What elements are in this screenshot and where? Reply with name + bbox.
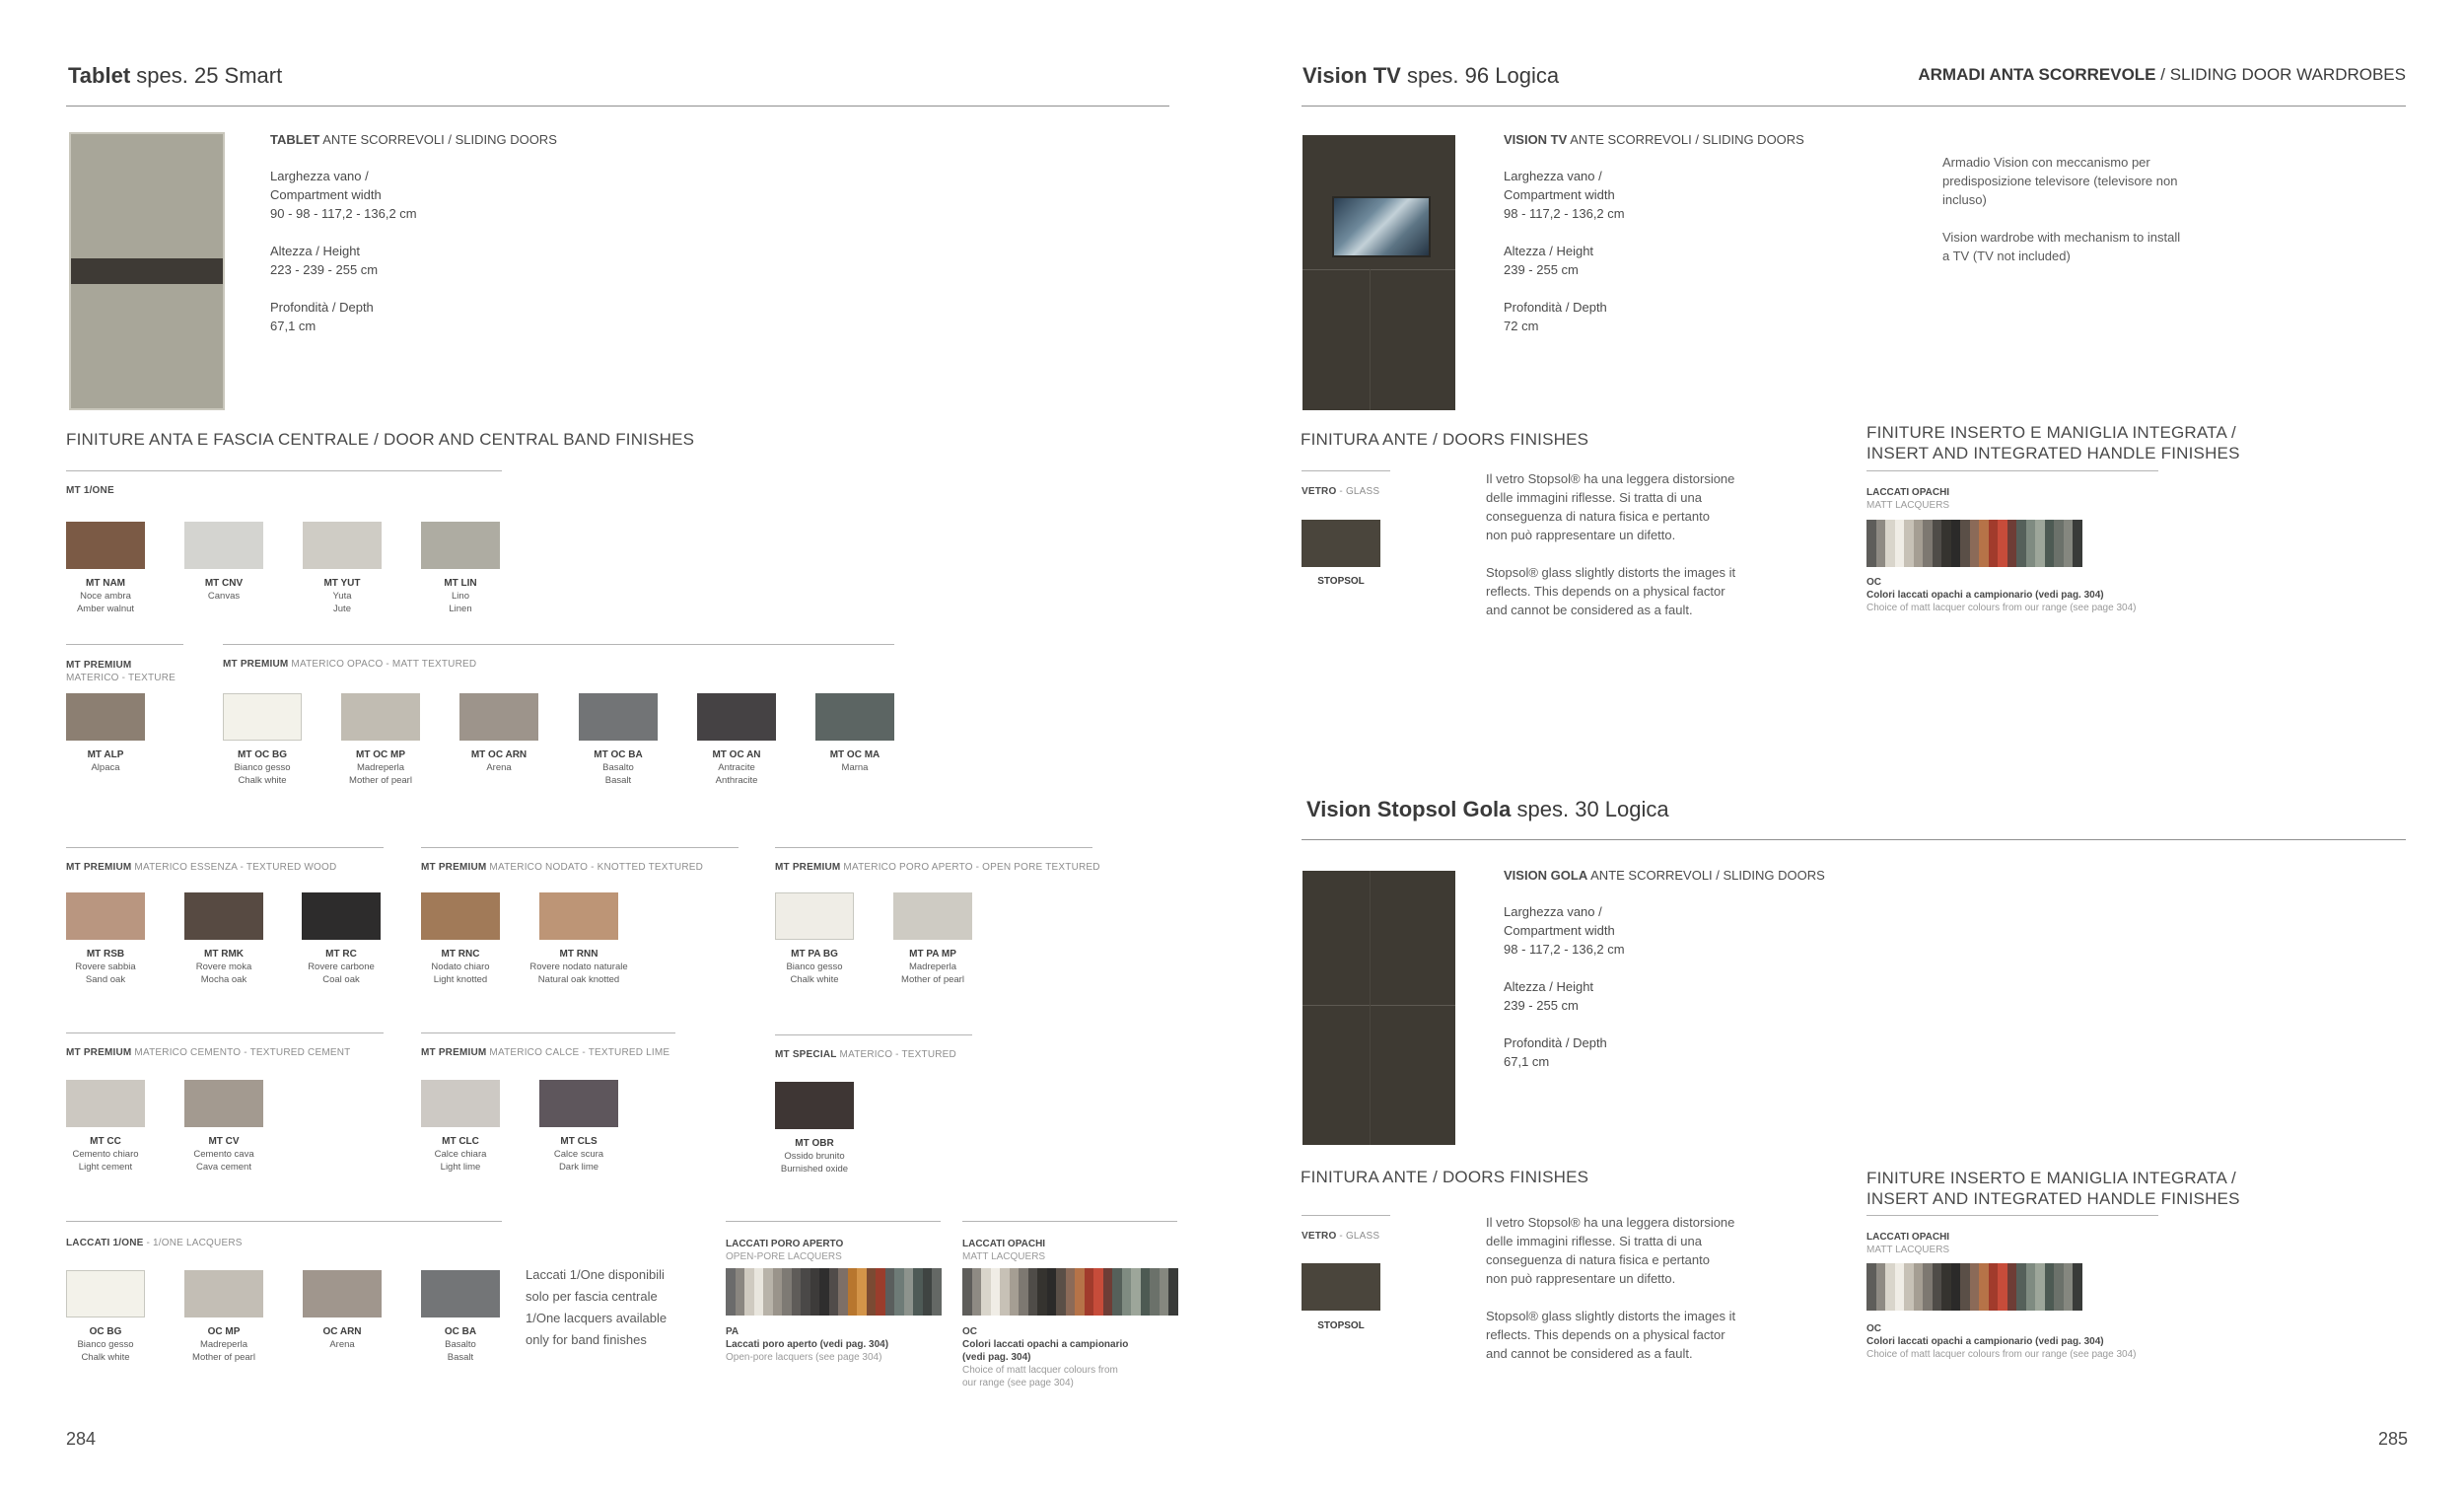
oc-desc-right-1: OC Colori laccati opachi a campionario (vedi pag. 304) Choice of matt lacquer colours from our range (see page 304) bbox=[1866, 577, 2137, 613]
oc-stripe bbox=[1876, 1263, 1886, 1311]
swatch-mt-cls bbox=[539, 1080, 618, 1127]
oc-stripe bbox=[2016, 1263, 2026, 1311]
swatch-mt-oc-ba bbox=[579, 693, 658, 741]
group-special: MT SPECIAL MATERICO - TEXTURED bbox=[775, 1049, 956, 1060]
pa-stripe bbox=[932, 1268, 942, 1316]
oc-stripe bbox=[1989, 520, 1999, 567]
oc-stripe bbox=[1056, 1268, 1066, 1316]
oc-stripe bbox=[2026, 520, 2036, 567]
swatch-mt-oc-mp bbox=[341, 693, 420, 741]
oc-stripe bbox=[1970, 1263, 1980, 1311]
oc-stripe bbox=[972, 1268, 982, 1316]
swatch-label-mt-pa-mp: MT PA MP Madreperla Mother of pearl bbox=[901, 949, 964, 985]
group-calce: MT PREMIUM MATERICO CALCE - TEXTURED LIME bbox=[421, 1047, 670, 1058]
oc-stripe bbox=[1085, 1268, 1094, 1316]
rule bbox=[726, 1221, 941, 1222]
pa-stripe bbox=[904, 1268, 914, 1316]
swatch-label-mt-nam: MT NAM Noce ambra Amber walnut bbox=[76, 578, 135, 614]
rule bbox=[1302, 470, 1390, 471]
tablet-door-image bbox=[69, 132, 225, 410]
stopsol-label-1: STOPSOL bbox=[1317, 576, 1365, 587]
oc-stripe bbox=[1037, 1268, 1047, 1316]
title-rule bbox=[66, 106, 1169, 107]
rule bbox=[66, 847, 384, 848]
element bbox=[1370, 871, 1371, 1145]
doors-finishes-heading-2: FINITURA ANTE / DOORS FINISHES bbox=[1301, 1168, 1589, 1186]
rule bbox=[1302, 1215, 1390, 1216]
oc-stripe bbox=[962, 1268, 972, 1316]
pa-stripe bbox=[894, 1268, 904, 1316]
group-mt-1one: MT 1/ONE bbox=[66, 485, 114, 496]
oc-stripe bbox=[991, 1268, 1001, 1316]
pa-stripe bbox=[754, 1268, 764, 1316]
oc-stripe bbox=[1866, 520, 1876, 567]
swatch-label-mt-clc: MT CLC Calce chiara Light lime bbox=[434, 1136, 487, 1173]
swatch-mt-rsb bbox=[66, 892, 145, 940]
vision-tv-spec: VISION TV ANTE SCORREVOLI / SLIDING DOORS Larghezza vano / Compartment width 98 - 117,2 - 136,2 cm Altezza / Height 239 - 255 cm Profondità / Depth 72 cm bbox=[1504, 132, 1804, 333]
swatch-label-oc-ba: OC BA Basalto Basalt bbox=[444, 1326, 477, 1363]
oc-stripe bbox=[1112, 1268, 1122, 1316]
swatch-label-mt-oc-arn: MT OC ARN Arena bbox=[470, 749, 528, 773]
swatch-label-mt-cc: MT CC Cemento chiaro Light cement bbox=[72, 1136, 139, 1173]
oc-lacquer-strip bbox=[962, 1268, 1178, 1316]
swatch-label-mt-cv: MT CV Cemento cava Cava cement bbox=[193, 1136, 254, 1173]
swatch-mt-oc-bg bbox=[223, 693, 302, 741]
tablet-central-band bbox=[71, 258, 223, 284]
swatch-oc-arn bbox=[303, 1270, 382, 1317]
oc-stripe bbox=[1885, 520, 1895, 567]
rule bbox=[66, 1032, 384, 1033]
oc-stripe bbox=[1885, 1263, 1895, 1311]
swatch-label-mt-cnv: MT CNV Canvas bbox=[204, 578, 244, 602]
oc-stripe bbox=[1895, 520, 1905, 567]
doors-finishes-heading-1: FINITURA ANTE / DOORS FINISHES bbox=[1301, 430, 1589, 449]
pa-stripe bbox=[848, 1268, 858, 1316]
element bbox=[1370, 269, 1371, 410]
oc-stripe bbox=[2045, 1263, 2055, 1311]
swatch-mt-oc-ma bbox=[815, 693, 894, 741]
oc-stripe bbox=[1160, 1268, 1169, 1316]
swatch-mt-oc-arn bbox=[459, 693, 538, 741]
oc-stripe bbox=[1141, 1268, 1151, 1316]
rule bbox=[421, 847, 739, 848]
swatch-mt-yut bbox=[303, 522, 382, 569]
swatch-mt-cv bbox=[184, 1080, 263, 1127]
oc-stripe bbox=[2073, 520, 2082, 567]
oc-stripe bbox=[1131, 1268, 1141, 1316]
swatch-label-mt-oc-ma: MT OC MA Marna bbox=[829, 749, 880, 773]
insert-finishes-heading-1: FINITURE INSERTO E MANIGLIA INTEGRATA / INSERT AND INTEGRATED HANDLE FINISHES bbox=[1866, 423, 2240, 463]
swatch-label-mt-rmk: MT RMK Rovere moka Mocha oak bbox=[195, 949, 252, 985]
rule bbox=[1302, 106, 2406, 107]
vision-gola-spec: VISION GOLA ANTE SCORREVOLI / SLIDING DOORS Larghezza vano / Compartment width 98 - 117,2 - 136,2 cm Altezza / Height 239 - 255 cm Profondità / Depth 67,1 cm bbox=[1504, 868, 1825, 1069]
tablet-spec: TABLET ANTE SCORREVOLI / SLIDING DOORS Larghezza vano / Compartment width 90 - 98 - 117,2 - 136,2 cm Altezza / Height 223 - 239 - 255 cm Profondità / Depth 67,1 cm bbox=[270, 132, 557, 333]
oc-stripe bbox=[1914, 520, 1924, 567]
oc-stripe bbox=[1951, 520, 1961, 567]
swatch-label-mt-rnn: MT RNN Rovere nodato naturale Natural oak knotted bbox=[529, 949, 628, 985]
element bbox=[1302, 269, 1455, 270]
pa-heading: LACCATI PORO APERTO OPEN-PORE LACQUERS bbox=[726, 1239, 844, 1262]
swatch-label-mt-rsb: MT RSB Rovere sabbia Sand oak bbox=[75, 949, 136, 985]
rule bbox=[962, 1221, 1177, 1222]
oc-stripe bbox=[1010, 1268, 1020, 1316]
swatch-label-mt-oc-an: MT OC AN Antracite Anthracite bbox=[712, 749, 761, 786]
oc-lacquer-strip-right-2 bbox=[1866, 1263, 2082, 1311]
oc-stripe bbox=[1000, 1268, 1010, 1316]
oc-stripe bbox=[1103, 1268, 1113, 1316]
swatch-label-mt-lin: MT LIN Lino Linen bbox=[444, 578, 477, 614]
oc-stripe bbox=[1923, 1263, 1933, 1311]
vision-tv-note: Armadio Vision con meccanismo per predisposizione televisore (televisore non incluso) Vision wardrobe with mechanism to install a TV (TV not included) bbox=[1942, 155, 2181, 263]
swatch-label-mt-yut: MT YUT Yuta Jute bbox=[323, 578, 361, 614]
swatch-mt-rmk bbox=[184, 892, 263, 940]
pa-stripe bbox=[736, 1268, 745, 1316]
swatch-label-mt-cls: MT CLS Calce scura Dark lime bbox=[553, 1136, 604, 1173]
oc-stripe bbox=[2073, 1263, 2082, 1311]
swatch-label-mt-rnc: MT RNC Nodato chiaro Light knotted bbox=[431, 949, 490, 985]
finishes-heading: FINITURE ANTA E FASCIA CENTRALE / DOOR AND CENTRAL BAND FINISHES bbox=[66, 430, 695, 449]
pa-stripe bbox=[838, 1268, 848, 1316]
swatch-label-mt-obr: MT OBR Ossido brunito Burnished oxide bbox=[780, 1138, 849, 1175]
pa-stripe bbox=[913, 1268, 923, 1316]
oc-stripe bbox=[1970, 520, 1980, 567]
vetro-label-2: VETRO - GLASS bbox=[1302, 1231, 1380, 1242]
oc-stripe bbox=[2054, 1263, 2064, 1311]
oc-stripe bbox=[1914, 1263, 1924, 1311]
oc-stripe bbox=[1904, 520, 1914, 567]
pa-desc: PA Laccati poro aperto (vedi pag. 304) Open-pore lacquers (see page 304) bbox=[726, 1326, 889, 1363]
matt-lacquers-heading-1: LACCATI OPACHI MATT LACQUERS bbox=[1866, 487, 1950, 511]
group-mt-oc: MT PREMIUM MATERICO OPACO - MATT TEXTURED bbox=[223, 659, 477, 670]
oc-stripe bbox=[2016, 520, 2026, 567]
stopsol-note-1: Il vetro Stopsol® ha una leggera distorsione delle immagini riflesse. Si tratta di una conseguenza di natura fisica e pertanto non può rappresentare un difetto. Stopsol® glass slightly distorts the images it reflects. This depends on a physical factor and cannot be considered as a fault. bbox=[1486, 471, 1736, 617]
pa-stripe bbox=[810, 1268, 820, 1316]
element bbox=[1302, 1005, 1455, 1006]
swatch-oc-ba bbox=[421, 1270, 500, 1317]
rule bbox=[66, 470, 502, 471]
oc-stripe bbox=[2054, 520, 2064, 567]
vetro-label-1: VETRO - GLASS bbox=[1302, 486, 1380, 497]
pa-stripe bbox=[801, 1268, 810, 1316]
oc-stripe bbox=[1979, 520, 1989, 567]
tv-screen bbox=[1332, 196, 1431, 257]
rule bbox=[1866, 1215, 2158, 1216]
oc-stripe bbox=[1933, 520, 1942, 567]
swatch-mt-lin bbox=[421, 522, 500, 569]
page-title-vision-gola: Vision Stopsol Gola spes. 30 Logica bbox=[1306, 797, 1669, 821]
pa-stripe bbox=[867, 1268, 877, 1316]
oc-stripe bbox=[1028, 1268, 1038, 1316]
oc-stripe bbox=[2007, 520, 2017, 567]
swatch-label-mt-oc-ba: MT OC BA Basalto Basalt bbox=[594, 749, 643, 786]
pa-stripe bbox=[726, 1268, 736, 1316]
swatch-mt-rnn bbox=[539, 892, 618, 940]
rule bbox=[775, 847, 1092, 848]
oc-stripe bbox=[1047, 1268, 1057, 1316]
group-poro: MT PREMIUM MATERICO PORO APERTO - OPEN PORE TEXTURED bbox=[775, 862, 1100, 873]
group-mt-alp: MT PREMIUM MATERICO - TEXTURE bbox=[66, 660, 176, 683]
rule bbox=[775, 1034, 972, 1035]
oc-stripe bbox=[1951, 1263, 1961, 1311]
stopsol-swatch-1 bbox=[1302, 520, 1380, 567]
vision-tv-wardrobe-image bbox=[1302, 135, 1455, 410]
pa-stripe bbox=[763, 1268, 773, 1316]
oc-stripe bbox=[1150, 1268, 1160, 1316]
swatch-mt-clc bbox=[421, 1080, 500, 1127]
pa-stripe bbox=[782, 1268, 792, 1316]
pa-stripe bbox=[829, 1268, 839, 1316]
rule bbox=[1866, 470, 2158, 471]
oc-stripe bbox=[1960, 1263, 1970, 1311]
group-nodato: MT PREMIUM MATERICO NODATO - KNOTTED TEXTURED bbox=[421, 862, 704, 873]
oc-stripe bbox=[1093, 1268, 1103, 1316]
swatch-mt-oc-an bbox=[697, 693, 776, 741]
swatch-label-mt-rc: MT RC Rovere carbone Coal oak bbox=[308, 949, 375, 985]
swatch-mt-rnc bbox=[421, 892, 500, 940]
pa-stripe bbox=[876, 1268, 885, 1316]
oc-stripe bbox=[1923, 520, 1933, 567]
oc-stripe bbox=[2064, 520, 2074, 567]
swatch-label-oc-bg: OC BG Bianco gesso Chalk white bbox=[77, 1326, 134, 1363]
pa-stripe bbox=[744, 1268, 754, 1316]
oc-stripe bbox=[1960, 520, 1970, 567]
oc-stripe bbox=[1904, 1263, 1914, 1311]
swatch-label-mt-oc-mp: MT OC MP Madreperla Mother of pearl bbox=[349, 749, 412, 786]
swatch-mt-cnv bbox=[184, 522, 263, 569]
oc-desc-right-2: OC Colori laccati opachi a campionario (vedi pag. 304) Choice of matt lacquer colours from our range (see page 304) bbox=[1866, 1323, 2137, 1360]
oc-stripe bbox=[2007, 1263, 2017, 1311]
oc-stripe bbox=[1933, 1263, 1942, 1311]
tablet-spec-heading: TABLET ANTE SCORREVOLI / SLIDING DOORS bbox=[270, 132, 557, 147]
swatch-mt-rc bbox=[302, 892, 381, 940]
swatch-label-oc-arn: OC ARN Arena bbox=[322, 1326, 362, 1350]
pa-stripe bbox=[923, 1268, 933, 1316]
vision-gola-wardrobe-image bbox=[1302, 871, 1455, 1145]
swatch-label-mt-pa-bg: MT PA BG Bianco gesso Chalk white bbox=[786, 949, 843, 985]
oc-stripe bbox=[2035, 520, 2045, 567]
oc-stripe bbox=[2045, 520, 2055, 567]
oc-stripe bbox=[1122, 1268, 1132, 1316]
rule bbox=[1302, 839, 2406, 840]
oc-stripe bbox=[1075, 1268, 1085, 1316]
pa-stripe bbox=[792, 1268, 802, 1316]
oc-stripe bbox=[1066, 1268, 1076, 1316]
matt-lacquers-heading-2: LACCATI OPACHI MATT LACQUERS bbox=[1866, 1232, 1950, 1255]
stopsol-label-2: STOPSOL bbox=[1317, 1320, 1365, 1331]
swatch-mt-pa-bg bbox=[775, 892, 854, 940]
oc-heading: LACCATI OPACHI MATT LACQUERS bbox=[962, 1239, 1046, 1262]
pa-stripe bbox=[773, 1268, 783, 1316]
page-title-tablet: Tablet spes. 25 Smart bbox=[68, 63, 283, 88]
swatch-mt-cc bbox=[66, 1080, 145, 1127]
lacquer-note: Laccati 1/One disponibili solo per fascia centrale 1/One lacquers available only for band finishes bbox=[526, 1267, 668, 1347]
oc-stripe bbox=[1941, 1263, 1951, 1311]
rule bbox=[223, 644, 894, 645]
oc-desc: OC Colori laccati opachi a campionario (vedi pag. 304) Choice of matt lacquer colours from our range (see page 304) bbox=[962, 1326, 1129, 1388]
oc-stripe bbox=[1979, 1263, 1989, 1311]
group-cemento: MT PREMIUM MATERICO CEMENTO - TEXTURED CEMENT bbox=[66, 1047, 351, 1058]
oc-stripe bbox=[2035, 1263, 2045, 1311]
oc-stripe bbox=[1895, 1263, 1905, 1311]
header-sliding-wardrobes: ARMADI ANTA SCORREVOLE / SLIDING DOOR WARDROBES bbox=[1918, 65, 2406, 84]
pa-stripe bbox=[819, 1268, 829, 1316]
page-number-left: 284 bbox=[66, 1429, 97, 1449]
group-essenza: MT PREMIUM MATERICO ESSENZA - TEXTURED WOOD bbox=[66, 862, 337, 873]
stopsol-note-2: Il vetro Stopsol® ha una leggera distorsione delle immagini riflesse. Si tratta di una conseguenza di natura fisica e pertanto non può rappresentare un difetto. Stopsol® glass slightly distorts the images it reflects. This depends on a physical factor and cannot be considered as a fault. bbox=[1486, 1215, 1736, 1361]
swatch-mt-alp bbox=[66, 693, 145, 741]
oc-stripe bbox=[2026, 1263, 2036, 1311]
rule bbox=[66, 1221, 502, 1222]
oc-stripe bbox=[1019, 1268, 1028, 1316]
oc-stripe bbox=[981, 1268, 991, 1316]
swatch-label-mt-oc-bg: MT OC BG Bianco gesso Chalk white bbox=[234, 749, 291, 786]
rule bbox=[421, 1032, 675, 1033]
oc-stripe bbox=[1866, 1263, 1876, 1311]
oc-lacquer-strip-right-1 bbox=[1866, 520, 2082, 567]
group-laccati: LACCATI 1/ONE - 1/ONE LACQUERS bbox=[66, 1238, 243, 1248]
page-number-right: 285 bbox=[2377, 1429, 2408, 1449]
swatch-label-mt-alp: MT ALP Alpaca bbox=[87, 749, 124, 773]
pa-stripe bbox=[857, 1268, 867, 1316]
oc-stripe bbox=[2064, 1263, 2074, 1311]
swatch-mt-pa-mp bbox=[893, 892, 972, 940]
oc-stripe bbox=[1941, 520, 1951, 567]
oc-stripe bbox=[1876, 520, 1886, 567]
oc-stripe bbox=[1989, 1263, 1999, 1311]
pa-stripe bbox=[885, 1268, 895, 1316]
swatch-label-oc-mp: OC MP Madreperla Mother of pearl bbox=[192, 1326, 255, 1363]
rule bbox=[66, 644, 183, 645]
page-title-vision-tv: Vision TV spes. 96 Logica bbox=[1302, 63, 1560, 88]
stopsol-swatch-2 bbox=[1302, 1263, 1380, 1311]
swatch-oc-bg bbox=[66, 1270, 145, 1317]
insert-finishes-heading-2: FINITURE INSERTO E MANIGLIA INTEGRATA / INSERT AND INTEGRATED HANDLE FINISHES bbox=[1866, 1169, 2240, 1208]
pa-lacquer-strip bbox=[726, 1268, 942, 1316]
swatch-mt-nam bbox=[66, 522, 145, 569]
oc-stripe bbox=[1168, 1268, 1178, 1316]
oc-stripe bbox=[1998, 520, 2007, 567]
swatch-mt-obr bbox=[775, 1082, 854, 1129]
oc-stripe bbox=[1998, 1263, 2007, 1311]
swatch-oc-mp bbox=[184, 1270, 263, 1317]
